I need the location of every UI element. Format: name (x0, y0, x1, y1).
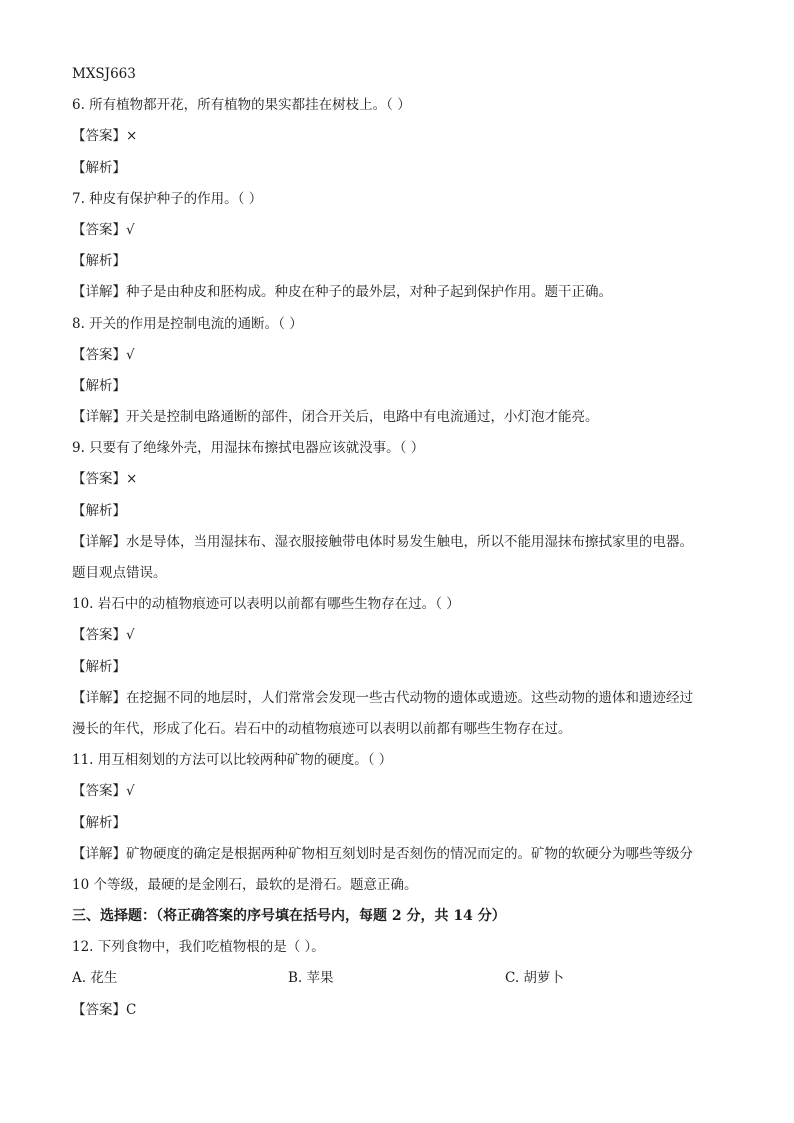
question-8: 8. 开关的作用是控制电流的通断。（ ） (72, 315, 303, 332)
question-6: 6. 所有植物都开花，所有植物的果实都挂在树枝上。（ ） (72, 97, 411, 114)
analysis-7 (72, 253, 722, 284)
detail-label: 【详解】 (72, 533, 126, 550)
analysis-11 (72, 815, 722, 846)
option-b: B. 苹果 (288, 970, 334, 987)
detail-text: 种子是由种皮和胚构成。种皮在种子的最外层，对种子起到保护作用。题干正确。 (126, 284, 612, 301)
detail-text: 在挖掘不同的地层时，人们常常会发现一些古代动物的遗体或遗迹。这些动物的遗体和遗迹经过 (126, 689, 693, 706)
analysis-10 (72, 659, 722, 690)
answer-label: 【答案】 (72, 1001, 126, 1018)
answer-value: √ (126, 346, 135, 363)
option-c: C. 胡萝卜 (505, 970, 564, 987)
analysis-9 (72, 503, 722, 534)
answer-value: × (126, 471, 138, 488)
answer-7 (72, 222, 722, 253)
answer-label: 【答案】 (72, 128, 126, 145)
analysis-label: 【解析】 (72, 814, 126, 831)
detail-label: 【详解】 (72, 845, 126, 862)
answer-label: 【答案】 (72, 783, 126, 800)
answer-label: 【答案】 (72, 221, 126, 238)
question-11: 11. 用互相刻划的方法可以比较两种矿物的硬度。（ ） (72, 752, 393, 769)
answer-10 (72, 627, 722, 658)
question-10: 10. 岩石中的动植物痕迹可以表明以前都有哪些生物存在过。（ ） (72, 596, 460, 613)
answer-label: 【答案】 (72, 471, 126, 488)
detail-10-continued: 漫长的年代，形成了化石。岩石中的动植物痕迹可以表明以前都有哪些生物存在过。 (72, 720, 572, 737)
answer-9 (72, 471, 722, 502)
detail-text: 水是导体，当用湿抹布、湿衣服接触带电体时易发生触电，所以不能用湿抹布擦拭家里的电器。 (126, 533, 693, 550)
answer-label: 【答案】 (72, 346, 126, 363)
detail-7 (72, 284, 722, 315)
analysis-6 (72, 160, 722, 191)
detail-9 (72, 534, 722, 565)
detail-11 (72, 846, 722, 877)
answer-12 (72, 1002, 722, 1033)
answer-value: √ (126, 783, 135, 800)
header-code: MXSJ663 (72, 66, 136, 82)
question-12-options (72, 970, 722, 1001)
option-a: A. 花生 (72, 970, 118, 987)
answer-label: 【答案】 (72, 627, 126, 644)
detail-label: 【详解】 (72, 689, 126, 706)
detail-text: 开关是控制电路通断的部件，闭合开关后，电路中有电流通过，小灯泡才能亮。 (126, 409, 599, 426)
detail-10 (72, 690, 722, 721)
analysis-8 (72, 378, 722, 409)
detail-11-continued: 10 个等级，最硬的是金刚石，最软的是滑石。题意正确。 (72, 876, 418, 893)
answer-11 (72, 783, 722, 814)
answer-value: C (126, 1001, 137, 1018)
analysis-label: 【解析】 (72, 253, 126, 270)
analysis-label: 【解析】 (72, 502, 126, 519)
detail-9-continued: 题目观点错误。 (72, 565, 167, 581)
question-12: 12. 下列食物中，我们吃植物根的是（ ）。 (72, 939, 325, 956)
answer-8 (72, 347, 722, 378)
detail-text: 矿物硬度的确定是根据两种矿物相互刻划时是否刻伤的情况而定的。矿物的软硬分为哪些等级分 (126, 845, 693, 862)
answer-6 (72, 128, 722, 159)
answer-value: √ (126, 627, 135, 644)
analysis-label: 【解析】 (72, 377, 126, 394)
detail-label: 【详解】 (72, 284, 126, 301)
answer-value: × (126, 128, 138, 145)
section-3-title: 三、选择题：（将正确答案的序号填在括号内，每题 2 分，共 14 分） (72, 908, 506, 925)
answer-value: √ (126, 221, 135, 238)
analysis-label: 【解析】 (72, 658, 126, 675)
page-content (72, 66, 722, 1033)
detail-8 (72, 409, 722, 440)
detail-label: 【详解】 (72, 409, 126, 426)
analysis-label: 【解析】 (72, 159, 126, 176)
question-7: 7. 种皮有保护种子的作用。（ ） (72, 190, 263, 207)
question-9: 9. 只要有了绝缘外壳，用湿抹布擦拭电器应该就没事。（ ） (72, 440, 425, 457)
